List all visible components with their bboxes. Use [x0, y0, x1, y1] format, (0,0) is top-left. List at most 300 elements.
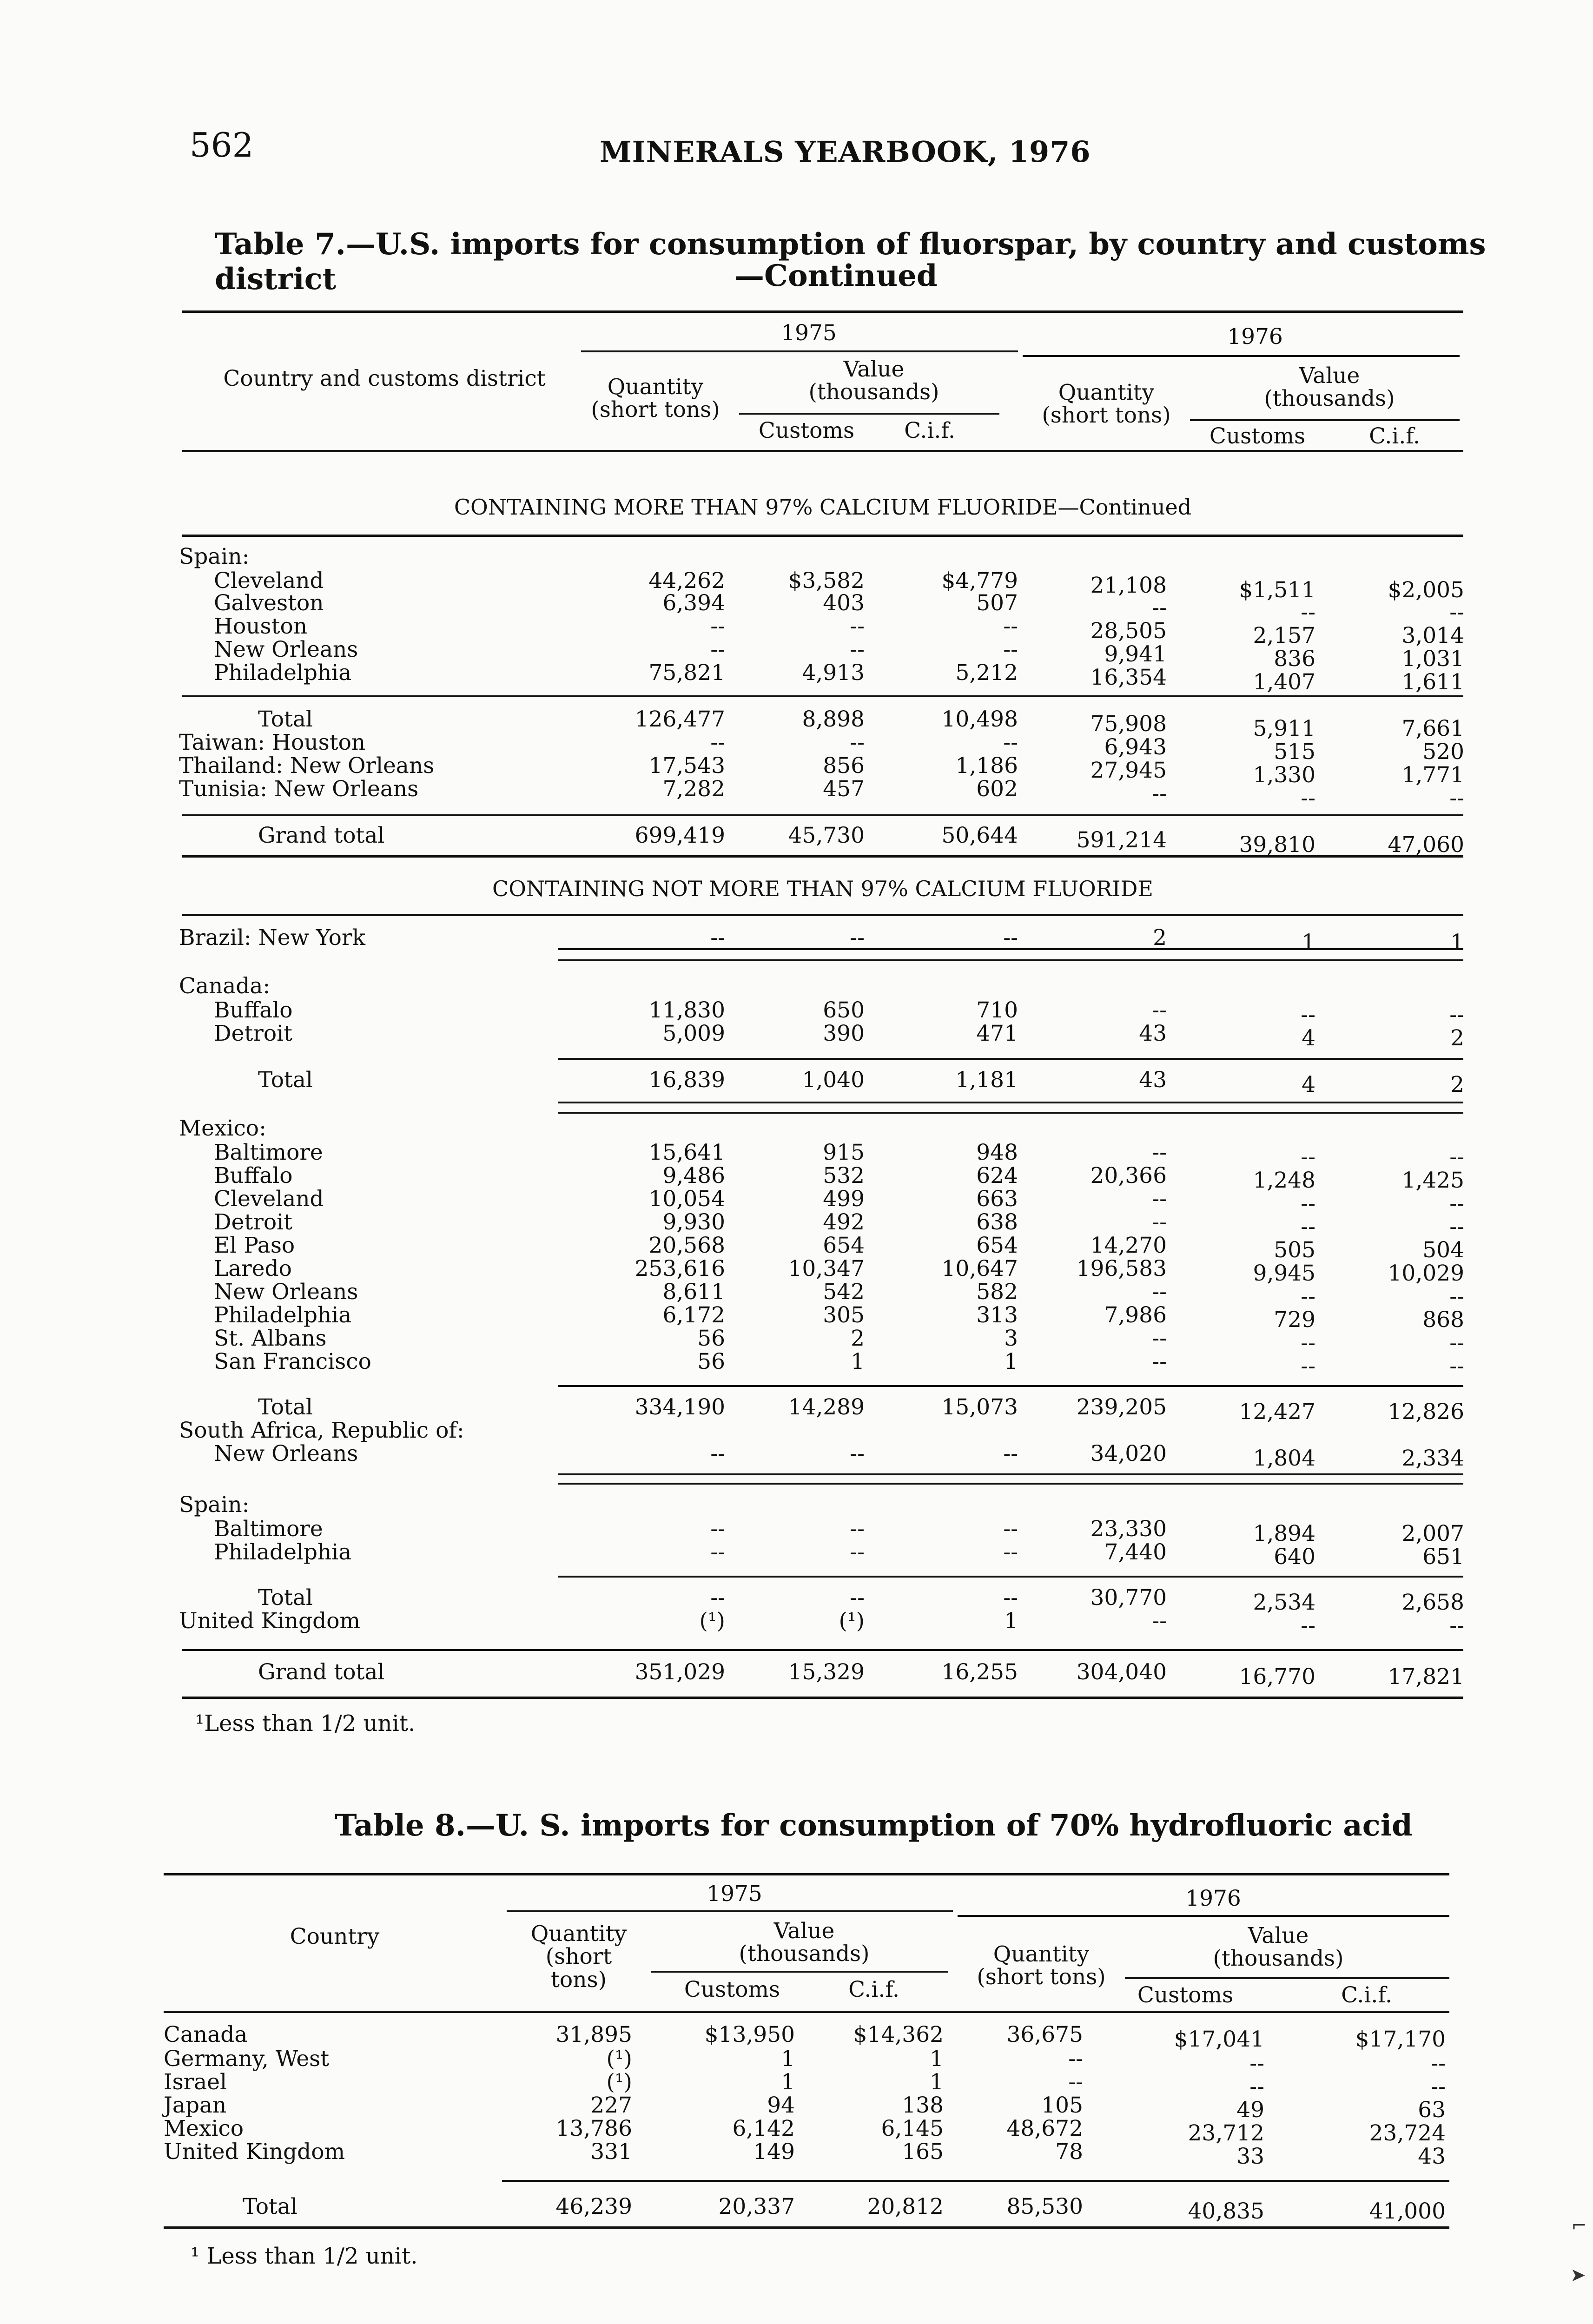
table-cell: 1	[851, 1349, 865, 1374]
row-label: Total	[258, 1585, 313, 1611]
row-label: San Francisco	[214, 1349, 371, 1374]
table7-footnote: ¹Less than 1/2 unit.	[195, 1710, 416, 1736]
table-cell: --	[1068, 2069, 1083, 2095]
table-cell: 227	[590, 2093, 632, 2118]
table-cell: 1	[781, 2046, 795, 2072]
table-cell: --	[1449, 1330, 1464, 1356]
row-label: Cleveland	[214, 568, 324, 594]
rule	[507, 1910, 953, 1912]
table-cell: --	[710, 1441, 725, 1466]
header-value: Value	[1299, 363, 1360, 389]
table-cell: --	[710, 637, 725, 662]
table-cell: --	[1449, 1613, 1464, 1638]
table-cell: 41,000	[1369, 2199, 1446, 2224]
table7-title: Table 7.—U.S. imports for consumption of fluorspar, by country and customs district	[215, 227, 1486, 297]
table-cell: 14,289	[788, 1394, 865, 1420]
table-cell: 663	[976, 1186, 1018, 1212]
header-short-tons: (short tons)	[977, 1964, 1106, 1990]
table-cell: 2,007	[1401, 1521, 1464, 1546]
row-label: New Orleans	[214, 1441, 358, 1466]
table-cell: --	[1003, 637, 1018, 662]
table-cell: 9,941	[1104, 641, 1167, 667]
table-cell: 638	[976, 1209, 1018, 1235]
table-cell: 7,440	[1104, 1539, 1167, 1565]
rule	[558, 1576, 1463, 1578]
table-cell: 36,675	[1006, 2022, 1083, 2047]
table8-customs-1975: Customs	[684, 1977, 780, 2002]
table8-year-1975: 1975	[707, 1881, 762, 1907]
table7-value-1976	[1209, 364, 1450, 410]
table-cell: 27,945	[1090, 758, 1167, 783]
table-cell: 43	[1418, 2144, 1446, 2169]
table-cell: 1,031	[1401, 646, 1464, 672]
header-short-tons: (short tons)	[1042, 403, 1171, 429]
table-cell: 23,724	[1369, 2120, 1446, 2146]
row-label: Spain:	[179, 544, 250, 569]
table-cell: 1,248	[1253, 1168, 1315, 1193]
table-cell: 457	[823, 776, 865, 802]
table-cell: 9,945	[1253, 1261, 1315, 1286]
table-cell: --	[710, 1539, 725, 1565]
rule	[164, 2011, 1449, 2013]
table-cell: 1	[930, 2046, 944, 2072]
table-cell: 504	[1422, 1237, 1464, 1263]
table-cell: --	[850, 637, 865, 662]
table-cell: 1,771	[1401, 762, 1464, 788]
table-cell: 17,821	[1388, 1664, 1464, 1690]
table-cell: $17,041	[1174, 2027, 1264, 2052]
row-label: Germany, West	[164, 2046, 330, 2072]
table-cell: $2,005	[1388, 577, 1464, 603]
table-cell: 2,658	[1401, 1590, 1464, 1615]
table-cell: 14,270	[1090, 1233, 1167, 1258]
row-label: Laredo	[214, 1256, 292, 1281]
table-cell: --	[1003, 614, 1018, 639]
table-cell: 8,898	[802, 706, 865, 732]
table-cell: 624	[976, 1163, 1018, 1188]
table-cell: --	[1449, 1144, 1464, 1170]
table-cell: 2	[1450, 1025, 1464, 1051]
table-cell: 33	[1236, 2144, 1264, 2169]
table-cell: --	[850, 925, 865, 951]
row-label: El Paso	[214, 1233, 295, 1258]
table-cell: 1	[781, 2069, 795, 2095]
table-cell: 7,661	[1401, 716, 1464, 741]
table-cell: 6,172	[662, 1302, 725, 1328]
table-cell: --	[1449, 1353, 1464, 1379]
table-cell: --	[1449, 1191, 1464, 1216]
table-cell: --	[1152, 595, 1167, 621]
table-cell: --	[1301, 1214, 1315, 1240]
table-cell: 868	[1422, 1307, 1464, 1333]
table-cell: 12,826	[1388, 1399, 1464, 1425]
rule	[182, 855, 1463, 858]
table-cell: 10,498	[941, 706, 1018, 732]
running-head: MINERALS YEARBOOK, 1976	[600, 135, 1091, 169]
table-cell: 1,425	[1401, 1168, 1464, 1193]
table-cell: 331	[590, 2139, 632, 2165]
table-cell: 17,543	[648, 753, 725, 779]
table-cell: 505	[1274, 1237, 1315, 1263]
header-value: Value	[1248, 1923, 1309, 1948]
table-cell: --	[1249, 2051, 1264, 2076]
table-cell: 10,054	[648, 1186, 725, 1212]
table-cell: 1,407	[1253, 669, 1315, 695]
table-cell: 20,337	[718, 2194, 795, 2219]
table-cell: (¹)	[699, 1608, 725, 1634]
row-label: United Kingdom	[164, 2139, 345, 2165]
table-cell: 2,157	[1253, 623, 1315, 648]
table-cell: 507	[976, 590, 1018, 616]
rule	[164, 2226, 1449, 2229]
table-cell: 651	[1422, 1544, 1464, 1570]
table-cell: --	[1301, 1144, 1315, 1170]
table-cell: 85,530	[1006, 2194, 1083, 2219]
rule	[558, 1483, 1463, 1485]
table7-qty-1976	[1027, 381, 1185, 427]
page-number: 562	[190, 125, 254, 165]
table-cell: 1,894	[1253, 1521, 1315, 1546]
table-cell: 165	[902, 2139, 944, 2165]
table-cell: 49	[1236, 2097, 1264, 2123]
table-cell: 471	[976, 1021, 1018, 1046]
table-cell: 46,239	[555, 2194, 632, 2219]
table-cell: 10,647	[941, 1256, 1018, 1281]
table-cell: 654	[823, 1233, 865, 1258]
table-cell: 78	[1055, 2139, 1083, 2165]
row-label: Mexico	[164, 2116, 244, 2141]
table-cell: 515	[1274, 739, 1315, 765]
scan-mark: ➤	[1570, 2265, 1586, 2286]
table-cell: 45,730	[788, 823, 865, 848]
header-thousands: (thousands)	[739, 1941, 870, 1967]
rule	[558, 1385, 1463, 1387]
row-label: South Africa, Republic of:	[179, 1418, 464, 1443]
table-cell: 1	[1450, 930, 1464, 955]
table-cell: 1	[1004, 1608, 1018, 1634]
table-cell: 16,839	[648, 1067, 725, 1093]
table-cell: --	[1301, 1353, 1315, 1379]
rule	[581, 350, 1018, 352]
row-label: Mexico:	[179, 1116, 266, 1141]
table-cell: 20,568	[648, 1233, 725, 1258]
row-label: Buffalo	[214, 1163, 293, 1188]
rule	[958, 1915, 1449, 1917]
table-cell: 2	[1153, 925, 1167, 951]
table-cell: $1,511	[1239, 577, 1315, 603]
table-cell: 94	[767, 2093, 795, 2118]
table-cell: --	[1449, 786, 1464, 811]
table7-value-1975	[753, 358, 995, 404]
table-cell: 56	[697, 1326, 725, 1351]
table-cell: 15,329	[788, 1659, 865, 1685]
table7-title-continued: —Continued	[734, 258, 938, 293]
table-cell: 3,014	[1401, 623, 1464, 648]
row-label: Canada	[164, 2022, 248, 2047]
header-short-tons: (short tons)	[591, 397, 720, 423]
row-label: United Kingdom	[179, 1608, 361, 1634]
table-cell: $4,779	[941, 568, 1018, 594]
table-cell: --	[1301, 1330, 1315, 1356]
rule	[651, 1971, 948, 1973]
table7-cif-1975: C.i.f.	[904, 418, 955, 443]
table-cell: 699,419	[635, 823, 725, 848]
table-cell: 47,060	[1388, 832, 1464, 858]
table-cell: 4	[1302, 1072, 1315, 1097]
table-cell: 351,029	[635, 1659, 725, 1685]
header-quantity: Quantity	[993, 1941, 1090, 1967]
table-cell: --	[1003, 925, 1018, 951]
table-cell: --	[850, 1539, 865, 1565]
table-cell: 16,354	[1090, 665, 1167, 690]
table-cell: 34,020	[1090, 1441, 1167, 1466]
table-cell: 23,712	[1188, 2120, 1264, 2146]
table-cell: 15,073	[941, 1394, 1018, 1420]
row-label: Buffalo	[214, 997, 293, 1023]
table-cell: 239,205	[1076, 1394, 1167, 1420]
table-cell: --	[850, 1585, 865, 1611]
row-label: Baltimore	[214, 1516, 323, 1542]
row-label: Tunisia: New Orleans	[179, 776, 419, 802]
rule	[182, 450, 1463, 452]
table-cell: --	[1449, 1284, 1464, 1309]
table-cell: 10,029	[1388, 1261, 1464, 1286]
table-cell: --	[1301, 786, 1315, 811]
table-cell: --	[850, 1441, 865, 1466]
table-cell: 499	[823, 1186, 865, 1212]
table-cell: 75,821	[648, 660, 725, 686]
table-cell: 10,347	[788, 1256, 865, 1281]
table-cell: 9,930	[662, 1209, 725, 1235]
rule	[558, 959, 1463, 961]
row-label: New Orleans	[214, 1279, 358, 1305]
rule	[558, 1058, 1463, 1060]
table7-section-over-97: CONTAINING MORE THAN 97% CALCIUM FLUORIDE—Continued	[454, 495, 1192, 520]
table8-cif-1975: C.i.f.	[848, 1977, 899, 2002]
table-cell: 582	[976, 1279, 1018, 1305]
table-cell: --	[1003, 1585, 1018, 1611]
row-label: Detroit	[214, 1209, 293, 1235]
rule	[182, 695, 1463, 697]
table-cell: 12,427	[1239, 1399, 1315, 1425]
table-cell: 6,142	[732, 2116, 795, 2141]
table8-footnote: ¹ Less than 1/2 unit.	[191, 2243, 418, 2269]
row-label: Philadelphia	[214, 1302, 352, 1328]
table-cell: 149	[753, 2139, 795, 2165]
rule	[182, 1649, 1463, 1651]
table-cell: 5,009	[662, 1021, 725, 1046]
table-cell: --	[710, 1516, 725, 1542]
header-quantity: Quantity	[607, 374, 704, 400]
table-cell: --	[710, 925, 725, 951]
row-label: St. Albans	[214, 1326, 327, 1351]
table-cell: 5,911	[1253, 716, 1315, 741]
table-cell: --	[850, 614, 865, 639]
table-cell: 390	[823, 1021, 865, 1046]
table-cell: 1,611	[1401, 669, 1464, 695]
rule	[182, 310, 1463, 313]
table-cell: 63	[1418, 2097, 1446, 2123]
rule	[558, 1473, 1463, 1475]
table-cell: 9,486	[662, 1163, 725, 1188]
table-cell: --	[1301, 1191, 1315, 1216]
table-cell: 138	[902, 2093, 944, 2118]
rule	[182, 914, 1463, 916]
rule	[182, 814, 1463, 816]
header-short: (short	[545, 1944, 612, 1970]
table-cell: --	[1301, 1284, 1315, 1309]
table-cell: 304,040	[1076, 1659, 1167, 1685]
table7-cif-1976: C.i.f.	[1369, 423, 1420, 449]
table-cell: 75,908	[1090, 711, 1167, 737]
table8-customs-1976: Customs	[1137, 1982, 1234, 2008]
row-label: Grand total	[258, 823, 385, 848]
rule	[164, 1873, 1449, 1875]
table-cell: --	[1301, 1613, 1315, 1638]
table-cell: 2,534	[1253, 1590, 1315, 1615]
row-label: Baltimore	[214, 1140, 323, 1165]
row-label: Total	[243, 2194, 297, 2219]
table-cell: 729	[1274, 1307, 1315, 1333]
row-label: Canada:	[179, 973, 271, 999]
row-label: Japan	[164, 2093, 227, 2118]
table-cell: 305	[823, 1302, 865, 1328]
table-cell: --	[1449, 600, 1464, 625]
table-cell: --	[1152, 781, 1167, 806]
table-cell: 1,804	[1253, 1446, 1315, 1471]
table-cell: --	[1152, 1279, 1167, 1305]
header-value: Value	[843, 357, 905, 382]
table-cell: 105	[1041, 2093, 1083, 2118]
table7-section-not-over-97: CONTAINING NOT MORE THAN 97% CALCIUM FLUORIDE	[492, 876, 1153, 901]
row-label: Houston	[214, 614, 308, 639]
table-cell: --	[1152, 1326, 1167, 1351]
row-label: Total	[258, 1394, 313, 1420]
header-quantity: Quantity	[1058, 380, 1155, 405]
table7-col-label: Country and customs district	[223, 366, 546, 391]
table8-value-1976	[1153, 1924, 1404, 1970]
table-cell: --	[850, 730, 865, 755]
rule	[1125, 1977, 1449, 1979]
table-cell: $3,582	[788, 568, 865, 594]
table7-year-1975: 1975	[781, 320, 837, 346]
table-cell: 30,770	[1090, 1585, 1167, 1611]
header-thousands: (thousands)	[808, 379, 939, 405]
table8-title: Table 8.—U. S. imports for consumption of 70% hydrofluoric acid	[335, 1808, 1413, 1843]
table-cell: 1,040	[802, 1067, 865, 1093]
table-cell: 43	[1139, 1067, 1167, 1093]
table-cell: 31,895	[555, 2022, 632, 2047]
table-cell: 5,212	[955, 660, 1018, 686]
table-cell: 948	[976, 1140, 1018, 1165]
table-cell: 48,672	[1006, 2116, 1083, 2141]
table7-customs-1975: Customs	[758, 418, 855, 443]
scan-mark: ⌐	[1571, 2215, 1587, 2237]
table8-qty-1976	[962, 1943, 1120, 1989]
row-label: Taiwan: Houston	[179, 730, 366, 755]
table-cell: 126,477	[635, 706, 725, 732]
table-cell: 253,616	[635, 1256, 725, 1281]
table-cell: 20,812	[867, 2194, 944, 2219]
table8-qty-1975	[511, 1922, 646, 1991]
table-cell: 1,330	[1253, 762, 1315, 788]
table-cell: 7,282	[662, 776, 725, 802]
table-cell: --	[1152, 1209, 1167, 1235]
table-cell: --	[1152, 997, 1167, 1023]
table-cell: (¹)	[606, 2046, 632, 2072]
table-cell: --	[1449, 1214, 1464, 1240]
row-label: Thailand: New Orleans	[179, 753, 435, 779]
table-cell: --	[1003, 1441, 1018, 1466]
row-label: Total	[258, 1067, 313, 1093]
table-cell: 650	[823, 997, 865, 1023]
row-label: Galveston	[214, 590, 324, 616]
rule	[558, 948, 1463, 950]
table-cell: 591,214	[1076, 827, 1167, 853]
table-cell: --	[1152, 1349, 1167, 1374]
table-cell: 8,611	[662, 1279, 725, 1305]
table-cell: --	[1431, 2074, 1446, 2100]
table-cell: --	[850, 1516, 865, 1542]
table-cell: --	[1152, 1186, 1167, 1212]
table-cell: 2	[851, 1326, 865, 1351]
table-cell: 4,913	[802, 660, 865, 686]
table-cell: 313	[976, 1302, 1018, 1328]
rule	[182, 535, 1463, 537]
table-cell: 6,943	[1104, 734, 1167, 760]
table-cell: 4	[1302, 1025, 1315, 1051]
table-cell: 28,505	[1090, 618, 1167, 644]
table-cell: --	[1449, 1002, 1464, 1028]
table-cell: $13,950	[704, 2022, 795, 2047]
table-cell: (¹)	[606, 2069, 632, 2095]
table7-qty-1975	[576, 376, 734, 422]
header-value: Value	[773, 1918, 835, 1944]
table-cell: --	[1003, 730, 1018, 755]
rule	[558, 1102, 1463, 1103]
table-cell: --	[1301, 600, 1315, 625]
table-cell: 602	[976, 776, 1018, 802]
table-cell: 1	[1302, 930, 1315, 955]
table-cell: 6,394	[662, 590, 725, 616]
table-cell: 196,583	[1076, 1256, 1167, 1281]
table-cell: 492	[823, 1209, 865, 1235]
table7-customs-1976: Customs	[1209, 423, 1306, 449]
row-label: Brazil: New York	[179, 925, 365, 951]
header-thousands: (thousands)	[1264, 386, 1395, 412]
table-cell: 520	[1422, 739, 1464, 765]
table-cell: 15,641	[648, 1140, 725, 1165]
table7-year-1976: 1976	[1227, 324, 1283, 350]
rule	[1023, 355, 1460, 357]
table-cell: 654	[976, 1233, 1018, 1258]
table-cell: --	[710, 614, 725, 639]
table-cell: 1	[930, 2069, 944, 2095]
table-cell: 7,986	[1104, 1302, 1167, 1328]
table-cell: 2	[1450, 1072, 1464, 1097]
table-cell: 403	[823, 590, 865, 616]
table-cell: 710	[976, 997, 1018, 1023]
row-label: Israel	[164, 2069, 227, 2095]
table-cell: 532	[823, 1163, 865, 1188]
table-cell: 856	[823, 753, 865, 779]
table-cell: 16,770	[1239, 1664, 1315, 1690]
table-cell: 640	[1274, 1544, 1315, 1570]
table-cell: 6,145	[881, 2116, 944, 2141]
table8-value-1975	[679, 1920, 930, 1966]
rule	[502, 2180, 1449, 2182]
table-cell: 50,644	[941, 823, 1018, 848]
